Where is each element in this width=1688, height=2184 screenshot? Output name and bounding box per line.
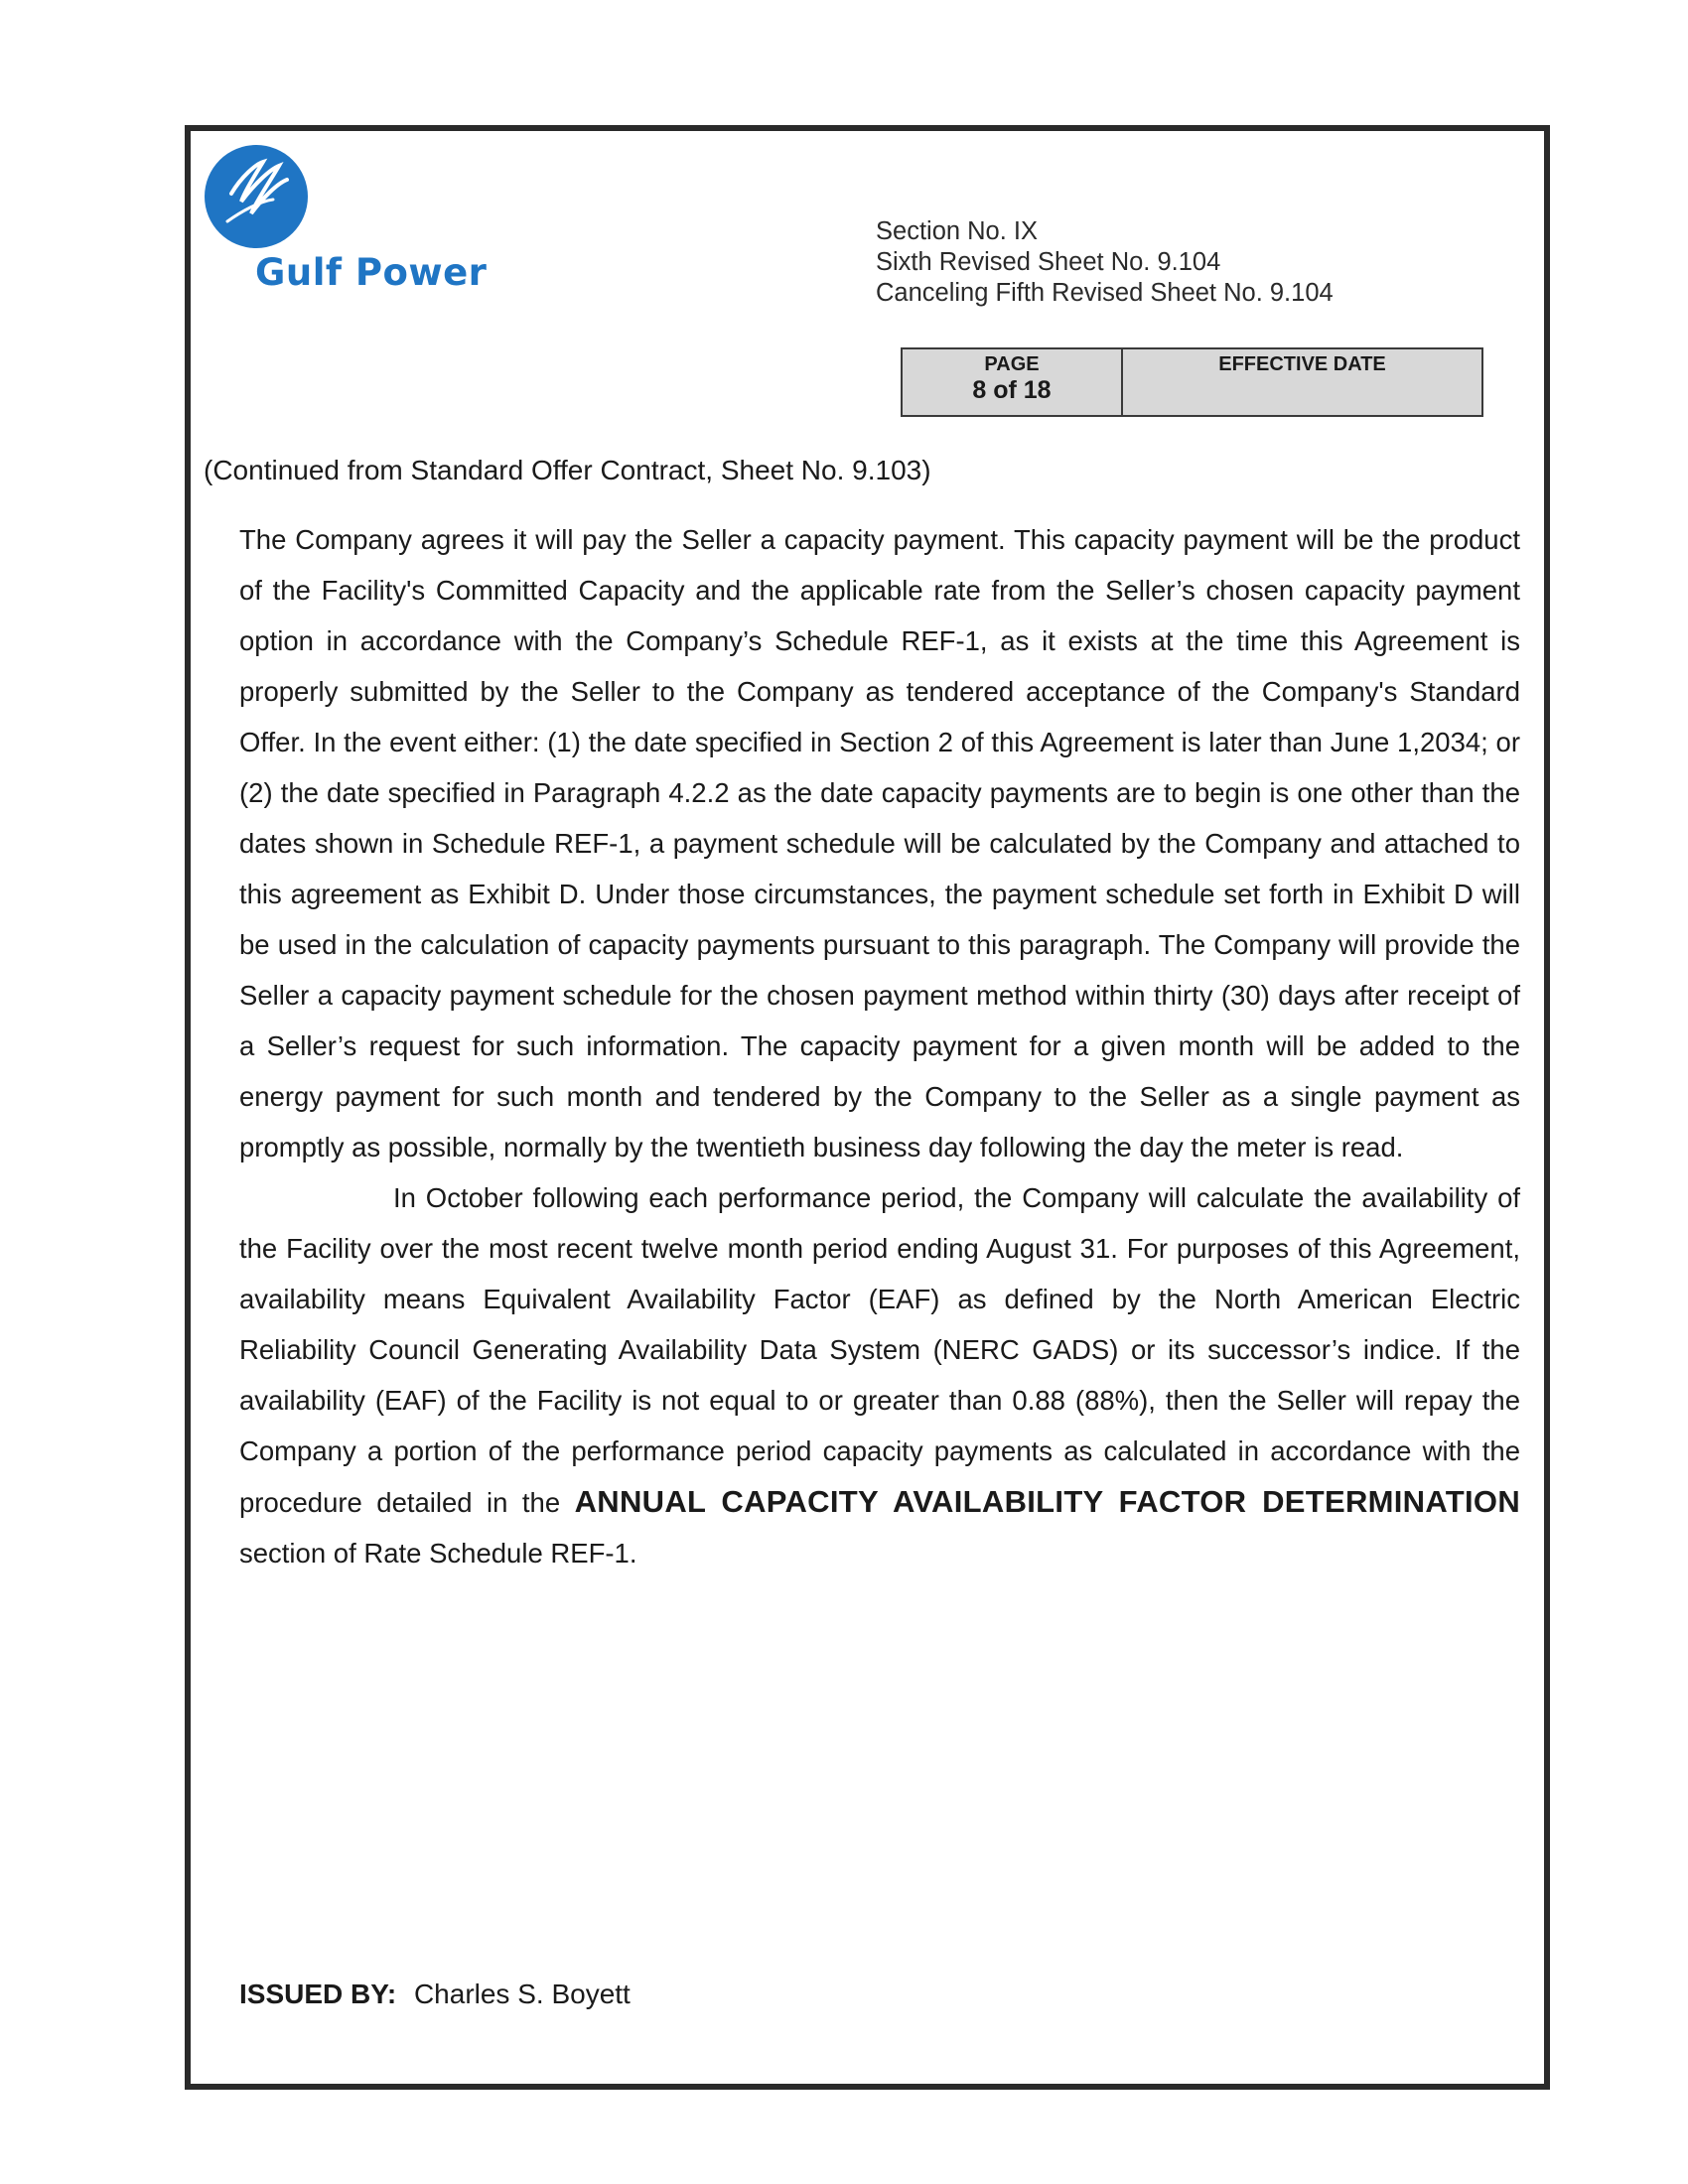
paragraph-availability xyxy=(239,1172,1520,1578)
page-effective-box xyxy=(901,347,1483,417)
issued-by xyxy=(239,1979,631,2010)
paragraph-availability-text: In October following each performance period, the Company will calculate the availability of the Facility over the most recent twelve month period ending August 31. For purposes of this Agreement, availability means Equivalent Availability Factor (EAF) as defined by the North American Electric Reliability Council Generating Availability Data System (NERC GADS) or its successor’s indice. If the availability (EAF) of the Facility is not equal to or greater than 0.88 (88%), then the Seller will repay the Company a portion of the performance period capacity payments as calculated in accordance with the procedure detailed in the xyxy=(239,1182,1520,1518)
effective-date-label: EFFECTIVE DATE xyxy=(1218,353,1386,375)
paragraph-availability-end: section of Rate Schedule REF-1. xyxy=(239,1538,637,1569)
page-cell xyxy=(903,349,1123,415)
issued-by-label: ISSUED BY: xyxy=(239,1979,397,2009)
sheet-number: Sixth Revised Sheet No. 9.104 xyxy=(876,248,1221,276)
canceling-sheet: Canceling Fifth Revised Sheet No. 9.104 xyxy=(876,279,1334,307)
gulf-power-logo xyxy=(202,142,579,301)
logo-wordmark: Gulf Power xyxy=(255,251,488,294)
issued-by-name: Charles S. Boyett xyxy=(413,1979,631,2009)
continued-note: (Continued from Standard Offer Contract, Sheet No. 9.103) xyxy=(204,455,931,485)
contract-body xyxy=(239,514,1520,1578)
section-number: Section No. IX xyxy=(876,217,1038,245)
effective-date-cell xyxy=(1123,349,1481,415)
sheet-info xyxy=(876,216,1334,309)
section-reference-bold: ANNUAL CAPACITY AVAILABILITY FACTOR DETERMINATION xyxy=(574,1484,1521,1519)
page-value: 8 of 18 xyxy=(972,376,1052,404)
page-label: PAGE xyxy=(984,353,1040,375)
gulf-power-swoosh-icon xyxy=(202,142,311,251)
paragraph-capacity-payment: The Company agrees it will pay the Seller a capacity payment. This capacity payment will be the product of the Facility's Committed Capacity and the applicable rate from the Seller’s chosen capacity payment option in accordance with the Company’s Schedule REF-1, as it exists at the time this Agreement is properly submitted by the Seller to the Company as tendered acceptance of the Company's Standard Offer. In the event either: (1) the date specified in Section 2 of this Agreement is later than June 1,2034; or (2) the date specified in Paragraph 4.2.2 as the date capacity payments are to begin is one other than the dates shown in Schedule REF-1, a payment schedule will be calculated by the Company and attached to this agreement as Exhibit D. Under those circumstances, the payment schedule set forth in Exhibit D will be used in the calculation of capacity payments pursuant to this paragraph. The Company will provide the Seller a capacity payment schedule for the chosen payment method within thirty (30) days after receipt of a Seller’s request for such information. The capacity payment for a given month will be added to the energy payment for such month and tendered by the Company to the Seller as a single payment as promptly as possible, normally by the twentieth business day following the day the meter is read. xyxy=(239,524,1520,1162)
